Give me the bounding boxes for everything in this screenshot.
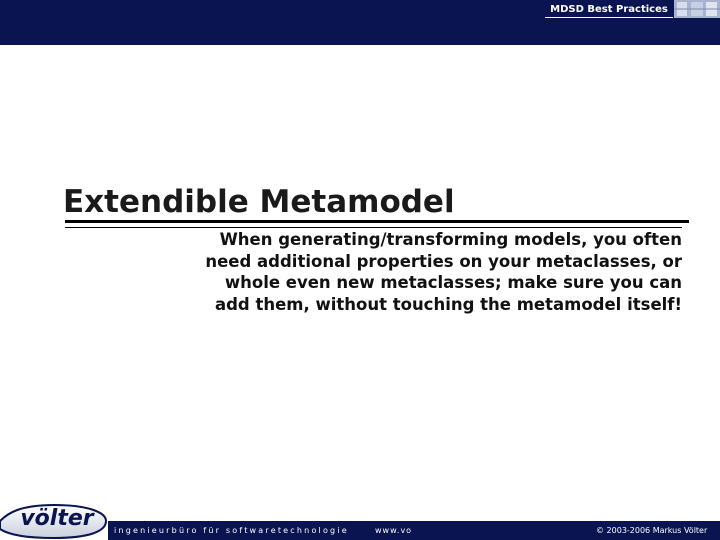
footer-url-link[interactable]: www.vo bbox=[375, 526, 413, 535]
slide-title: Extendible Metamodel bbox=[63, 184, 455, 220]
footer-tagline: ingenieurbüro für softwaretechnologie bbox=[114, 526, 349, 535]
footer-copyright: © 2003-2006 Markus Völter bbox=[596, 526, 708, 535]
title-underline-thin bbox=[65, 227, 682, 228]
header-divider bbox=[545, 17, 673, 18]
header-logo-icon bbox=[674, 0, 720, 18]
title-underline bbox=[65, 220, 689, 223]
slide-body-text: When generating/transforming models, you often need additional properties on your metaclasses, or whole even new metaclasses; make sure you can add them, without touching the metamodel itself! bbox=[205, 230, 682, 314]
header-title: MDSD Best Practices bbox=[550, 4, 668, 15]
footer-logo-text: völter bbox=[20, 506, 94, 531]
